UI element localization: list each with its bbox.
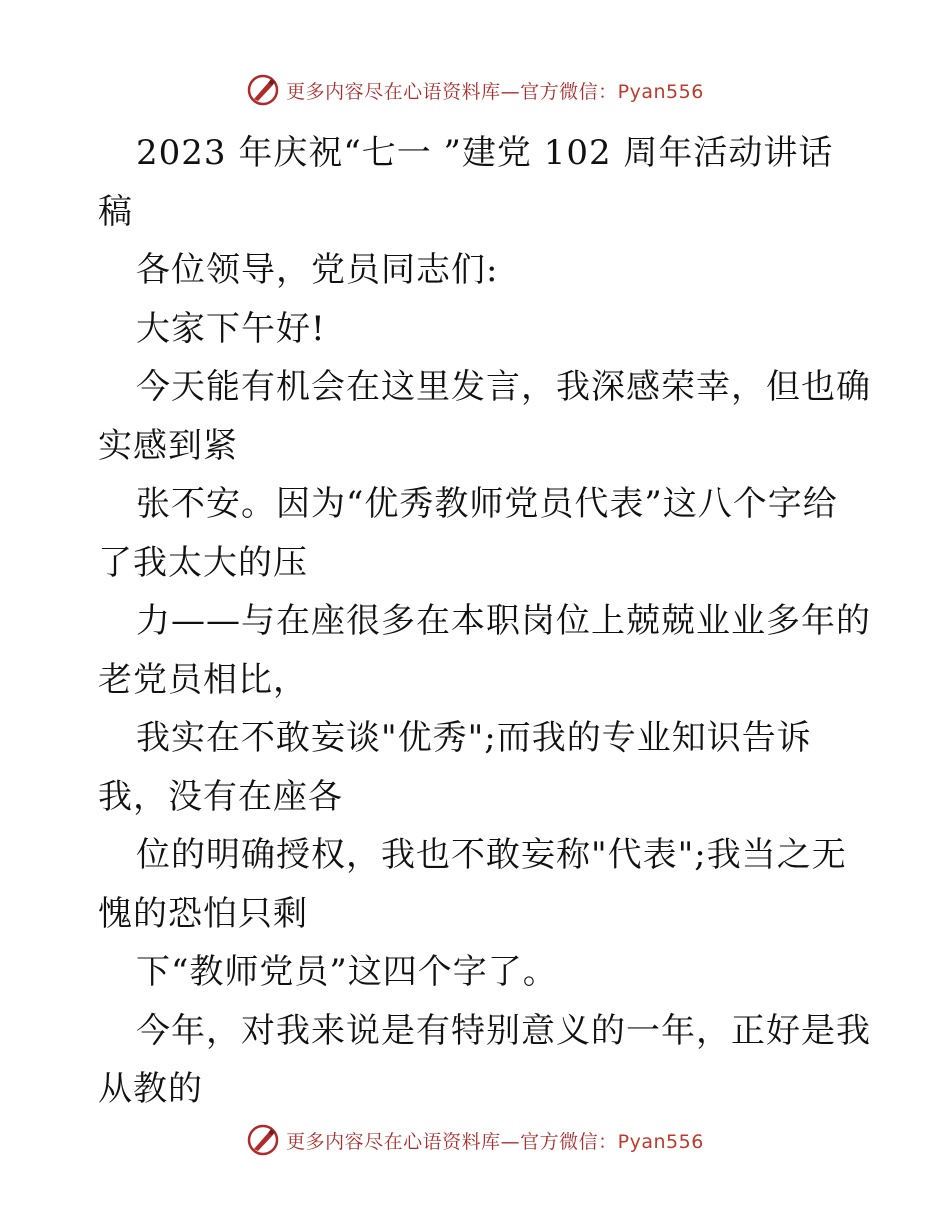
banner-slogan: 更多内容尽在心语资料库—官方微信： (286, 1130, 618, 1153)
footer-banner (0, 1120, 950, 1160)
text-line: 大家下午好! (136, 308, 326, 349)
text-line: 了我太大的压 (98, 542, 308, 583)
text-line: 各位领导，党员同志们: (136, 250, 499, 290)
banner-text (286, 77, 704, 104)
text-line: 实感到紧 (98, 425, 238, 466)
document-body (98, 124, 871, 1119)
header-banner (0, 70, 950, 110)
text-line: 今年，对我来说是有特别意义的一年，正好是我 (136, 1010, 871, 1051)
wechat-id: Pyan556 (617, 80, 704, 103)
text-line: 力——与在座很多在本职岗位上兢兢业业多年的 (136, 601, 871, 641)
pen-logo-icon (246, 1123, 280, 1157)
banner-text (286, 1127, 704, 1154)
text-line: 2023 年庆祝“七一 ”建党 102 周年活动讲话 (136, 133, 834, 173)
text-line: 位的明确授权，我也不敢妄称"代表";我当之无 (136, 835, 847, 875)
text-line: 愧的恐怕只剩 (98, 893, 308, 934)
text-line: 我，没有在座各 (98, 776, 343, 817)
pen-logo-icon (246, 73, 280, 107)
text-line: 张不安。因为“优秀教师党员代表”这八个字给 (136, 484, 838, 524)
text-line: 下“教师党员”这四个字了。 (136, 952, 558, 992)
wechat-id: Pyan556 (617, 1130, 704, 1153)
text-line: 从教的 (98, 1069, 203, 1109)
text-line: 今天能有机会在这里发言，我深感荣幸，但也确 (136, 367, 871, 407)
text-line: 我实在不敢妄谈"优秀";而我的专业知识告诉 (136, 718, 812, 758)
text-line: 稿 (98, 191, 133, 232)
banner-slogan: 更多内容尽在心语资料库—官方微信： (286, 80, 618, 103)
text-line: 老党员相比， (98, 659, 308, 700)
